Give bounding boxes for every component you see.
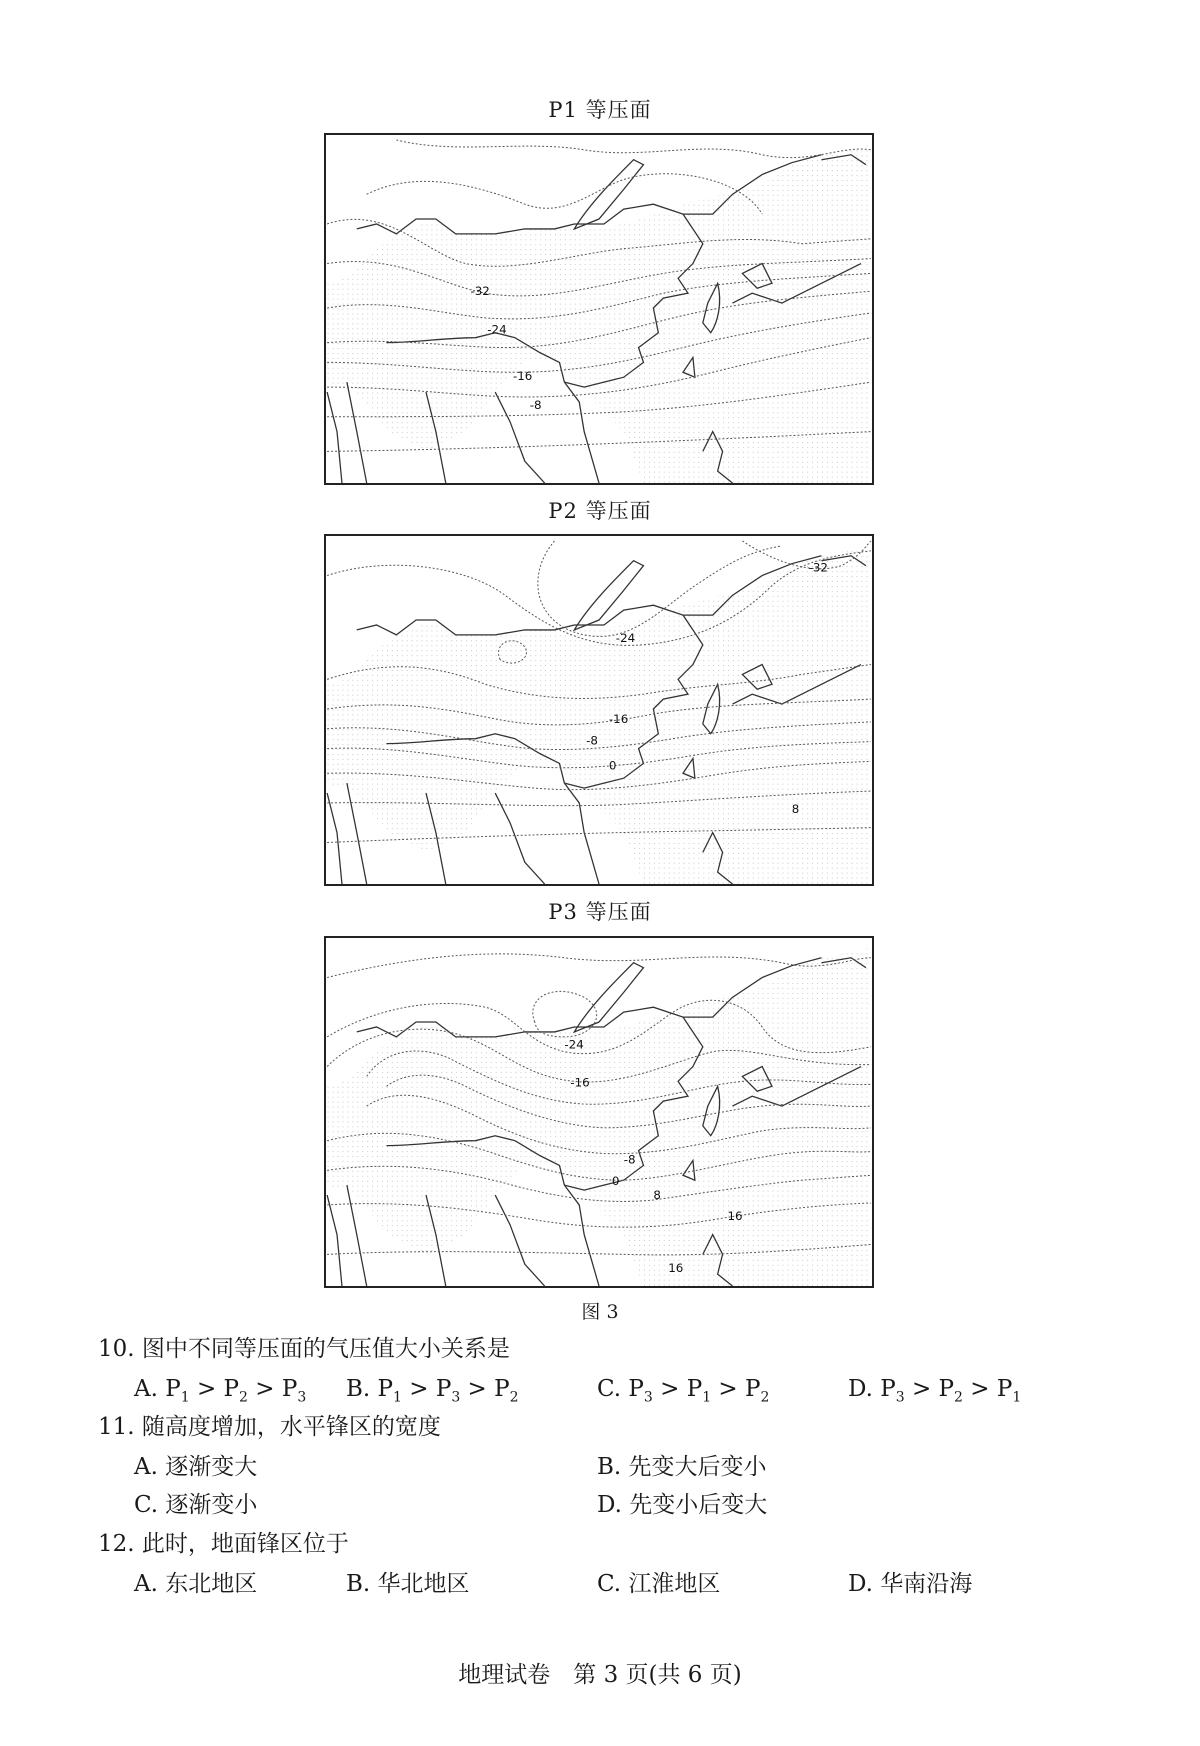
question-11-option-a[interactable]: A. 逐渐变大 — [134, 1454, 258, 1480]
question-12-option-a[interactable]: A. 东北地区 — [134, 1571, 258, 1597]
isoline-label: -16 — [512, 369, 533, 384]
figure-caption: 图 3 — [581, 1301, 619, 1323]
pressure-subscript: 3 — [297, 1389, 307, 1406]
map-title-p2: P2 等压面 — [548, 499, 652, 523]
question-10-option-a[interactable] — [134, 1374, 306, 1413]
pressure-subscript: 1 — [180, 1389, 190, 1406]
pressure-symbol: > P — [401, 1376, 452, 1402]
pressure-symbol: P — [880, 1376, 896, 1402]
question-11-stem: 11. 随高度增加，水平锋区的宽度 — [98, 1414, 441, 1440]
question-12-option-d[interactable]: D. 华南沿海 — [848, 1571, 973, 1597]
question-11-option-b[interactable]: B. 先变大后变小 — [597, 1454, 767, 1480]
pressure-subscript: 1 — [393, 1389, 402, 1406]
pressure-symbol: > P — [460, 1376, 510, 1402]
pressure-subscript: 3 — [451, 1389, 461, 1406]
pressure-symbol: > P — [962, 1376, 1013, 1402]
map-p2-svg — [326, 536, 872, 884]
pressure-subscript: 2 — [760, 1389, 770, 1406]
isoline-label: -24 — [564, 1037, 584, 1052]
pressure-symbol: P — [377, 1376, 394, 1402]
pressure-subscript: 2 — [954, 1389, 963, 1406]
question-10-option-d[interactable] — [848, 1374, 1021, 1413]
isoline-label: 8 — [791, 801, 800, 816]
question-11-option-d[interactable]: D. 先变小后变大 — [597, 1492, 768, 1518]
isoline-label: 16 — [668, 1261, 684, 1276]
map-title-p1: P1 等压面 — [548, 98, 652, 122]
option-letter: D. — [848, 1376, 881, 1402]
page-footer: 地理试卷 第 3 页(共 6 页) — [458, 1662, 742, 1688]
isoline-label: -8 — [586, 733, 598, 748]
pressure-symbol: > P — [904, 1376, 955, 1402]
pressure-subscript: 1 — [702, 1389, 712, 1406]
isoline-label: -16 — [570, 1075, 590, 1090]
isoline-label: -24 — [487, 322, 507, 337]
map-title-p3: P3 等压面 — [548, 900, 652, 924]
question-12-option-b[interactable]: B. 华北地区 — [346, 1571, 470, 1597]
isoline-label: -8 — [623, 1152, 636, 1167]
isobaric-map-p3 — [324, 936, 874, 1288]
pressure-subscript: 2 — [239, 1389, 248, 1406]
pressure-symbol: P — [165, 1376, 181, 1402]
map-p1-svg — [326, 135, 872, 483]
option-letter: C. — [597, 1376, 629, 1402]
pressure-symbol: > P — [189, 1376, 240, 1402]
option-letter: B. — [346, 1376, 378, 1402]
pressure-symbol: P — [628, 1376, 644, 1402]
isoline-label: -32 — [808, 560, 828, 575]
question-10-stem: 10. 图中不同等压面的气压值大小关系是 — [98, 1336, 510, 1362]
question-10-option-c[interactable] — [597, 1374, 769, 1413]
pressure-subscript: 3 — [643, 1389, 653, 1406]
pressure-symbol: > P — [652, 1376, 703, 1402]
isoline-label: -32 — [470, 284, 490, 299]
pressure-subscript: 3 — [895, 1389, 905, 1406]
isobaric-map-p2 — [324, 534, 874, 886]
pressure-symbol: > P — [247, 1376, 298, 1402]
question-10-option-b[interactable] — [346, 1374, 519, 1413]
map-p3-svg — [326, 938, 872, 1286]
pressure-symbol: > P — [711, 1376, 761, 1402]
isoline-label: -8 — [529, 397, 542, 412]
isoline-label: -24 — [615, 630, 636, 645]
isoline-label: 16 — [727, 1208, 743, 1223]
question-12-option-c[interactable]: C. 江淮地区 — [597, 1571, 721, 1597]
question-12-stem: 12. 此时，地面锋区位于 — [98, 1531, 349, 1557]
isoline-label: 0 — [608, 758, 617, 773]
question-11-option-c[interactable]: C. 逐渐变小 — [134, 1492, 258, 1518]
isoline-label: 0 — [611, 1174, 620, 1189]
isoline-label: 8 — [653, 1188, 661, 1202]
pressure-subscript: 2 — [509, 1389, 519, 1406]
isobaric-map-p1 — [324, 133, 874, 485]
option-letter: A. — [134, 1376, 166, 1402]
pressure-subscript: 1 — [1012, 1389, 1022, 1406]
isoline-label: -16 — [608, 711, 629, 726]
